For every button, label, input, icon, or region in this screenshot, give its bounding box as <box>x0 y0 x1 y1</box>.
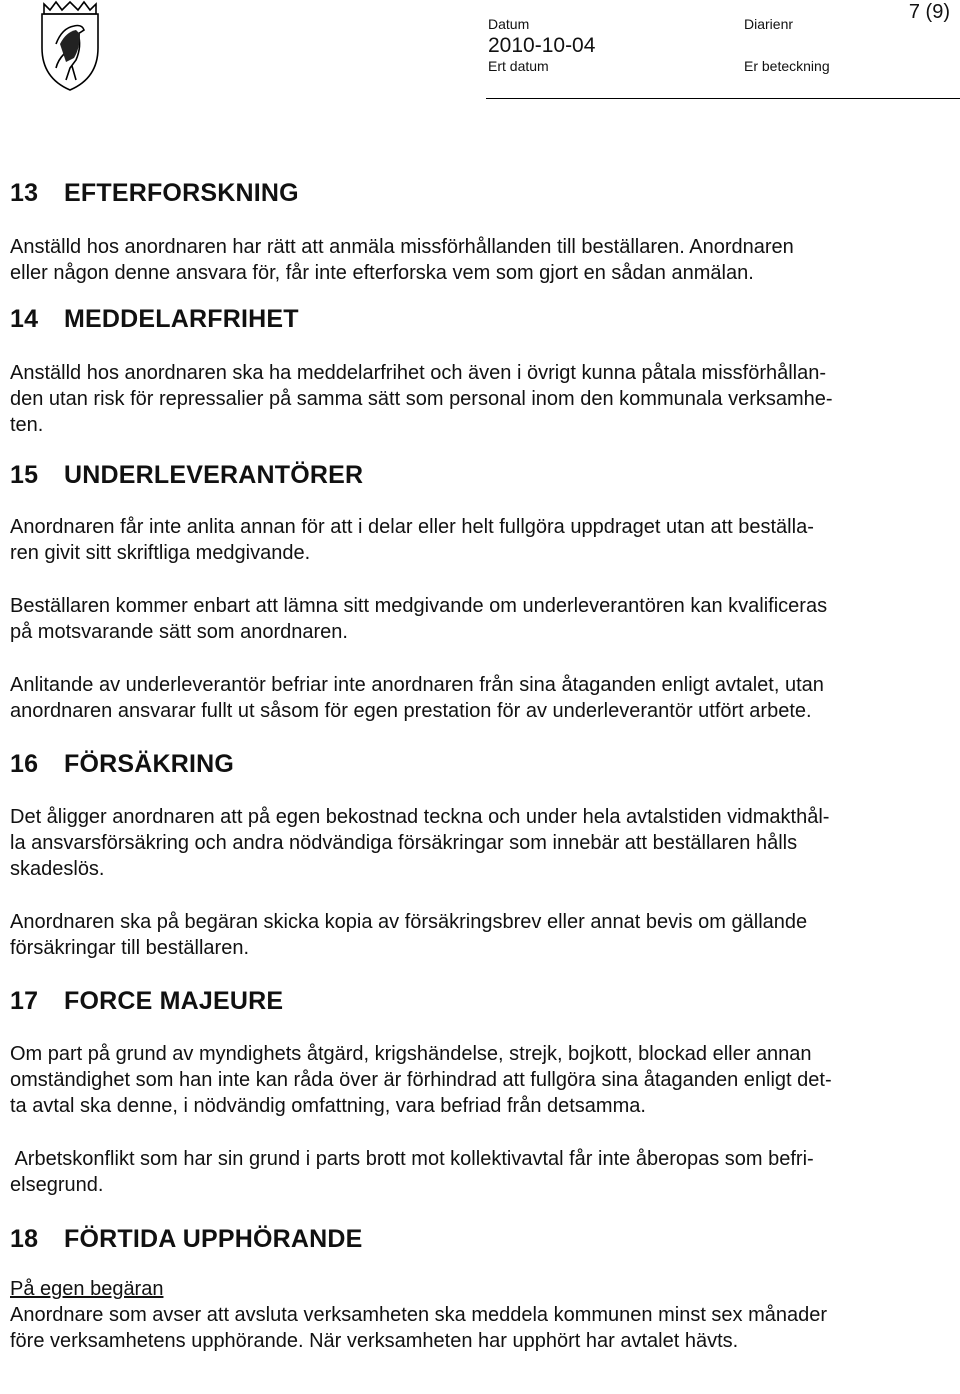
section-heading-18: 18 FÖRTIDA UPPHÖRANDE <box>10 1225 363 1253</box>
paragraph: Det åligger anordnaren att på egen bekostnad teckna och under hela avtalstiden vidmakthål- la ansvarsförsäkring och andra nödvändiga försäkringar som innebär att beställaren hålls skadeslös. <box>10 806 830 880</box>
section-heading-16: 16 FÖRSÄKRING <box>10 750 235 778</box>
subheading: På egen begäran <box>10 1278 164 1300</box>
section-heading-17: 17 FORCE MAJEURE <box>10 987 284 1015</box>
section-heading-14: 14 MEDDELARFRIHET <box>10 305 299 333</box>
paragraph: Beställaren kommer enbart att lämna sitt medgivande om underleverantören kan kvalificeras på motsvarande sätt som anordnaren. <box>10 595 828 643</box>
page-number: 7 (9) <box>908 1 950 23</box>
paragraph: Anställd hos anordnaren har rätt att anmäla missförhållanden till beställaren. Anordnaren eller någon denne ansvara för, får inte efterforska vem som gjort en sådan anmälan. <box>10 236 794 284</box>
date-value: 2010-10-04 <box>488 34 596 57</box>
your-reference-label: Er beteckning <box>744 58 830 74</box>
header-divider <box>486 98 960 99</box>
document-body <box>10 176 952 1354</box>
paragraph: Arbetskonflikt som har sin grund i parts brott mot kollektivavtal får inte åberopas som befri- elsegrund. <box>10 1148 814 1196</box>
your-date-label: Ert datum <box>488 58 549 74</box>
date-label: Datum <box>488 16 530 32</box>
paragraph: Anordnaren ska på begäran skicka kopia av försäkringsbrev eller annat bevis om gällande försäkringar till beställaren. <box>10 911 808 959</box>
section-heading-13: 13 EFTERFORSKNING <box>10 179 299 207</box>
municipal-crest-logo <box>36 0 104 92</box>
paragraph: Anordnare som avser att avsluta verksamheten ska meddela kommunen minst sex månader före verksamhetens upphörande. När verksamheten har upphört har avtalet hävts. <box>10 1304 828 1352</box>
diary-number-label: Diarienr <box>744 16 794 32</box>
paragraph: Anställd hos anordnaren ska ha meddelarfrihet och även i övrigt kunna påtala missförhållan- den utan risk för repressalier på samma sätt som personal inom den kommunala verksamhe- ten. <box>10 362 833 436</box>
paragraph: Anlitande av underleverantör befriar inte anordnaren från sina åtaganden enligt avtalet, utan anordnaren ansvarar fullt ut såsom för egen prestation för av underleverantör utfört arbete. <box>10 674 824 722</box>
section-heading-15: 15 UNDERLEVERANTÖRER <box>10 461 364 489</box>
paragraph: Anordnaren får inte anlita annan för att i delar eller helt fullgöra uppdraget utan att beställa- ren givit sitt skriftliga medgivande. <box>10 516 814 564</box>
paragraph: Om part på grund av myndighets åtgärd, krigshändelse, strejk, bojkott, blockad eller annan omständighet som han inte kan råda över är förhindrad att fullgöra sina åtaganden enligt det- ta avtal ska denne, i nödvändig omfattning, vara befriad från detsamma. <box>10 1043 832 1117</box>
